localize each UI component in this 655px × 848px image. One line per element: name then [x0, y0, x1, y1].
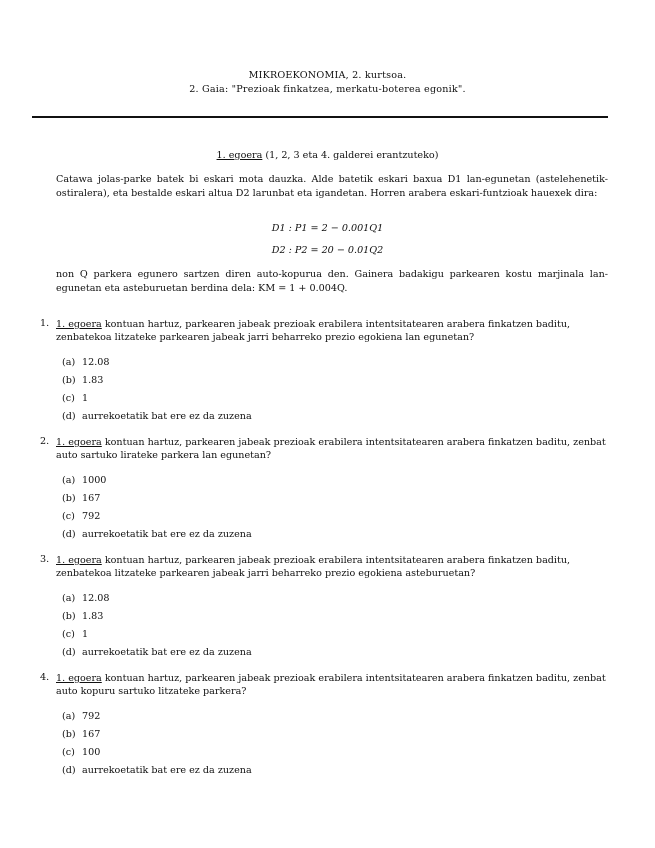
question-4 [40, 672, 610, 698]
option-text: 12.08 [82, 357, 110, 368]
option-label: (b) [62, 493, 76, 504]
question-4-options [62, 708, 252, 780]
option-item[interactable] [62, 644, 252, 662]
option-text: aurrekoetatik bat ere ez da zuzena [82, 765, 252, 776]
question-number: 3. [40, 554, 50, 565]
question-text [56, 318, 610, 344]
option-item[interactable] [62, 526, 252, 544]
document-subtitle: 2. Gaia: "Prezioak finkatzea, merkatu-boterea egonik". [189, 84, 466, 95]
option-label: (c) [62, 747, 75, 758]
question-text [56, 672, 610, 698]
question-text [56, 436, 610, 462]
option-label: (a) [62, 593, 76, 604]
header-rule [32, 116, 608, 118]
option-label: (d) [62, 411, 76, 422]
case-title [0, 150, 655, 161]
option-item[interactable] [62, 390, 252, 408]
option-text: 1 [82, 393, 89, 404]
option-label: (c) [62, 629, 75, 640]
question-2-options [62, 472, 252, 544]
option-text: aurrekoetatik bat ere ez da zuzena [82, 411, 252, 422]
option-item[interactable] [62, 726, 252, 744]
option-item[interactable] [62, 408, 252, 426]
option-text: 100 [82, 747, 101, 758]
option-text: 792 [82, 511, 101, 522]
option-item[interactable] [62, 590, 252, 608]
option-text: 167 [82, 493, 101, 504]
question-ref: 1. egoera [56, 555, 102, 566]
option-text: 12.08 [82, 593, 110, 604]
option-label: (d) [62, 647, 76, 658]
option-item[interactable] [62, 708, 252, 726]
case-title-rest: (1, 2, 3 eta 4. galderei erantzuteko) [262, 150, 439, 161]
question-ref: 1. egoera [56, 319, 102, 330]
question-number: 1. [40, 318, 50, 329]
question-text [56, 554, 610, 580]
option-label: (b) [62, 375, 76, 386]
question-1-options [62, 354, 252, 426]
option-item[interactable] [62, 490, 252, 508]
option-text: 1.83 [82, 611, 104, 622]
option-label: (d) [62, 765, 76, 776]
option-item[interactable] [62, 608, 252, 626]
demand-formula-1: D1 : P1 = 2 − 0.001Q1 [271, 223, 384, 234]
option-text: 1 [82, 629, 89, 640]
option-label: (b) [62, 611, 76, 622]
option-item[interactable] [62, 508, 252, 526]
option-label: (a) [62, 475, 76, 486]
question-body: kontuan hartuz, parkearen jabeak prezioak erabilera intentsitatearen arabera finkatzen baditu, zenbat auto sartuko lirateke parkera lan egunetan? [56, 437, 606, 461]
question-body: kontuan hartuz, parkearen jabeak prezioak erabilera intentsitatearen arabera finkatzen baditu, zenbat auto kopuru sartuko litzateke parkera? [56, 673, 606, 697]
option-label: (a) [62, 711, 76, 722]
option-item[interactable] [62, 744, 252, 762]
question-number: 4. [40, 672, 50, 683]
question-body: kontuan hartuz, parkearen jabeak prezioak erabilera intentsitatearen arabera finkatzen baditu, zenbatekoa litzateke parkearen jabeak jarri beharreko prezio egokiena lan egunetan? [56, 319, 571, 343]
demand-formula-2: D2 : P2 = 20 − 0.01Q2 [271, 245, 384, 256]
option-text: 1.83 [82, 375, 104, 386]
option-item[interactable] [62, 762, 252, 780]
option-text: 1000 [82, 475, 107, 486]
option-label: (d) [62, 529, 76, 540]
question-number: 2. [40, 436, 50, 447]
option-item[interactable] [62, 372, 252, 390]
question-2 [40, 436, 610, 462]
option-text: 167 [82, 729, 101, 740]
question-ref: 1. egoera [56, 673, 102, 684]
option-text: 792 [82, 711, 101, 722]
case-note: non Q parkera egunero sartzen diren auto-kopurua den. Gainera badakigu parkearen kostu marjinala lan-egunetan eta asteburuetan berdina dela: KM = 1 + 0.004Q. [56, 269, 608, 294]
option-label: (c) [62, 511, 75, 522]
question-3 [40, 554, 610, 580]
option-label: (a) [62, 357, 76, 368]
option-item[interactable] [62, 472, 252, 490]
option-label: (b) [62, 729, 76, 740]
option-item[interactable] [62, 354, 252, 372]
option-item[interactable] [62, 626, 252, 644]
case-intro: Catawa jolas-parke batek bi eskari mota dauzka. Alde batetik eskari baxua D1 lan-egunetan (astelehenetik-ostiralera), eta bestalde eskari altua D2 larunbat eta igandetan. Horren arabera eskari-funtzioak hauexek dira: [56, 174, 608, 199]
option-text: aurrekoetatik bat ere ez da zuzena [82, 529, 252, 540]
option-text: aurrekoetatik bat ere ez da zuzena [82, 647, 252, 658]
case-title-underlined: 1. egoera [216, 150, 263, 161]
question-body: kontuan hartuz, parkearen jabeak prezioak erabilera intentsitatearen arabera finkatzen baditu, zenbatekoa litzateke parkearen jabeak jarri beharreko prezio egokiena asteburuetan? [56, 555, 571, 579]
question-3-options [62, 590, 252, 662]
question-1 [40, 318, 610, 344]
option-label: (c) [62, 393, 75, 404]
question-ref: 1. egoera [56, 437, 102, 448]
document-title: MIKROEKONOMIA, 2. kurtsoa. [248, 70, 407, 81]
